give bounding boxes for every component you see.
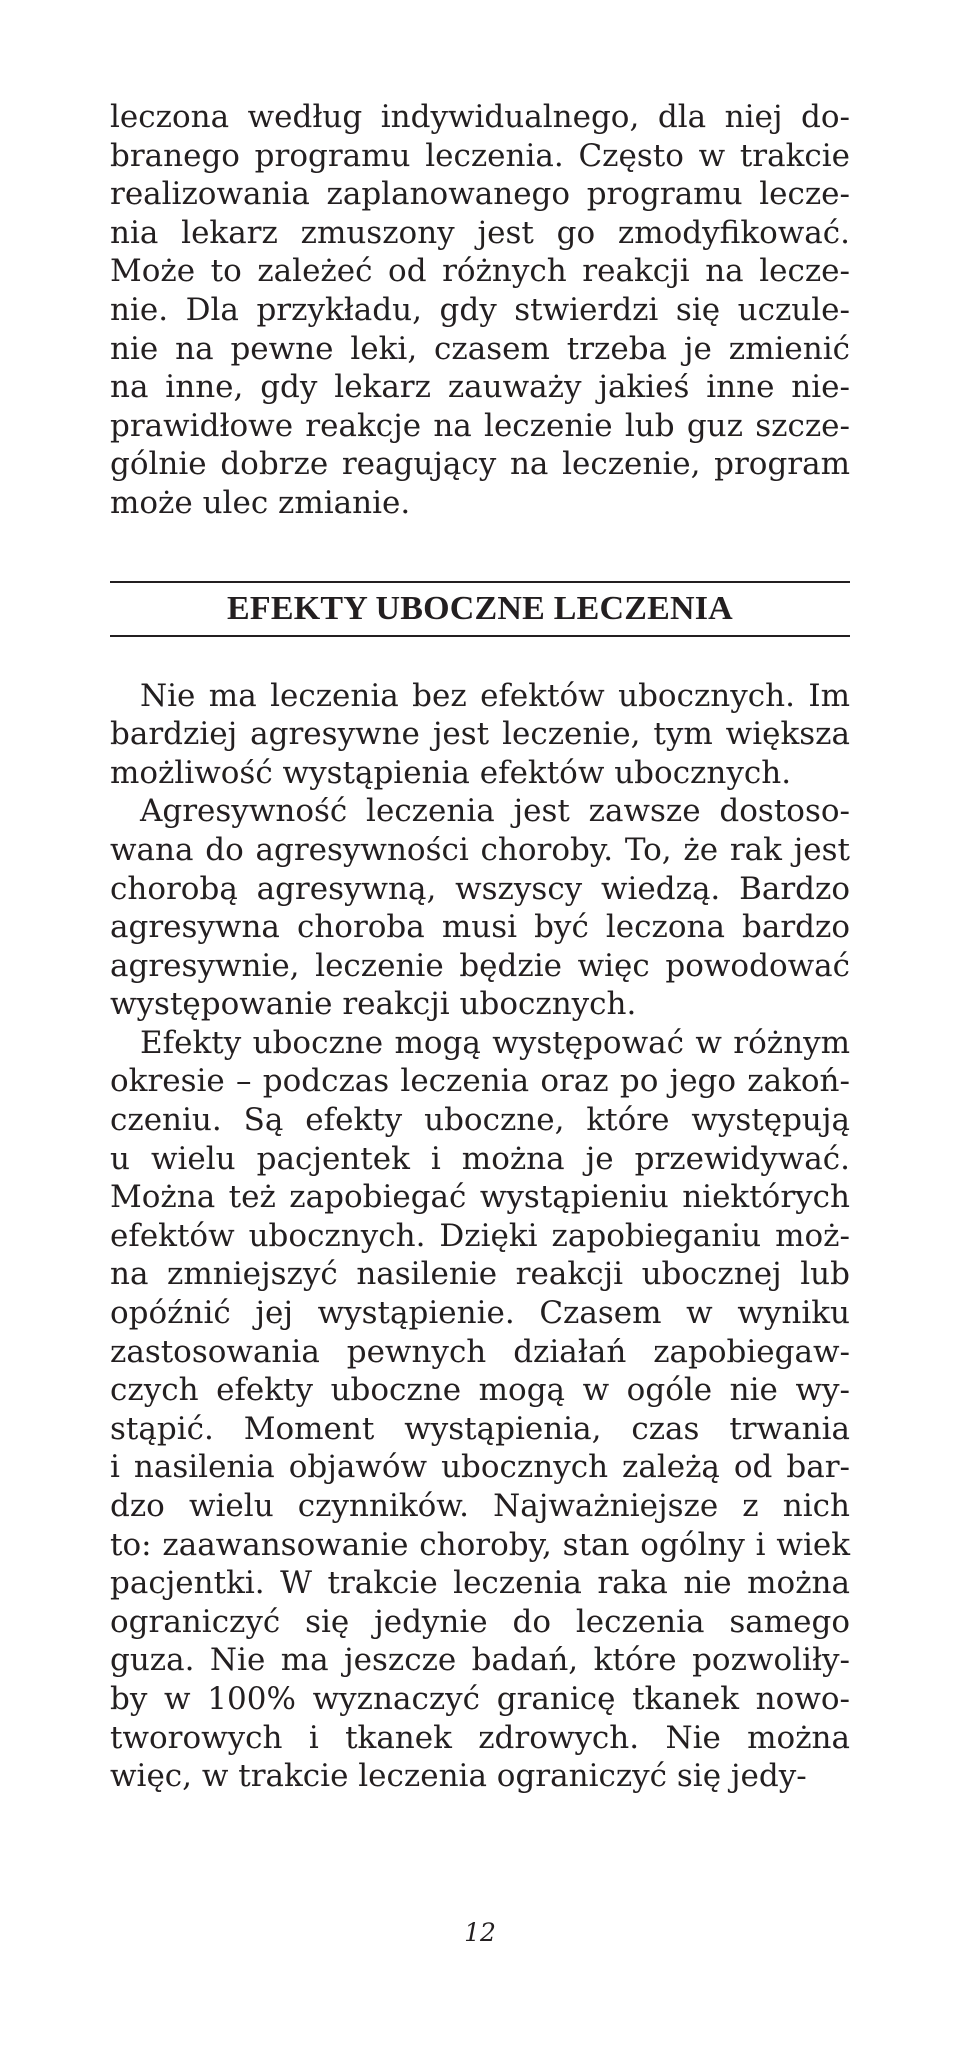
paragraph-side-effects-timing — [110, 1024, 850, 1796]
text-line: czych efekty uboczne mogą w ogóle nie wy- — [110, 1372, 850, 1409]
text-line: Agresywność leczenia jest zawsze dostoso- — [140, 793, 850, 830]
paragraph-intro — [110, 98, 850, 523]
text-line: dzo wielu czynników. Najważniejsze z nich — [110, 1488, 850, 1524]
text-line: Może to zależeć od różnych reakcji na lecze- — [110, 253, 850, 290]
text-line: efektów ubocznych. Dzięki zapobieganiu moż- — [110, 1217, 850, 1254]
text-line: agresywna choroba musi być leczona bardzo — [110, 909, 850, 946]
text-line: możliwość wystąpienia efektów ubocznych. — [110, 754, 792, 791]
text-line: chorobą agresywną, wszyscy wiedzą. Bardzo — [110, 870, 850, 907]
text-line: prawidłowe reakcje na leczenie lub guz szcze- — [110, 407, 850, 444]
text-line: na inne, gdy lekarz zauważy jakieś inne nie- — [110, 369, 850, 406]
text-line: realizowania zaplanowanego programu lecze- — [110, 176, 850, 213]
text-line: pacjentki. W trakcie leczenia raka nie można — [110, 1565, 850, 1602]
text-line: to: zaawansowanie choroby, stan ogólny i wiek — [110, 1526, 850, 1563]
text-line: Nie ma leczenia bez efektów ubocznych. Im — [140, 677, 850, 714]
paragraph-side-effects-intro — [110, 677, 850, 793]
text-line: u wielu pacjentek i można je przewidywać. — [110, 1140, 850, 1177]
text-line: opóźnić jej wystąpienie. Czasem w wyniku — [110, 1295, 850, 1332]
text-line: guza. Nie ma jeszcze badań, które pozwoliły- — [110, 1642, 850, 1679]
text-line: występowanie reakcji ubocznych. — [110, 986, 637, 1023]
text-line: nie na pewne leki, czasem trzeba je zmienić — [110, 330, 850, 367]
text-line: może ulec zmianie. — [110, 484, 411, 521]
text-line: więc, w trakcie leczenia ograniczyć się jedy- — [110, 1758, 807, 1795]
text-line: wana do agresywności choroby. To, że rak jest — [110, 831, 850, 868]
text-line: okresie – podczas leczenia oraz po jego zakoń- — [110, 1063, 850, 1100]
page-content — [110, 98, 850, 1796]
text-line: Efekty uboczne mogą występować w różnym — [140, 1024, 850, 1061]
text-line: na zmniejszyć nasilenie reakcji ubocznej lub — [110, 1256, 850, 1293]
page-number: 12 — [464, 1918, 496, 1947]
text-line: leczona według indywidualnego, dla niej do- — [110, 99, 850, 135]
section-heading: EFEKTY UBOCZNE LECZENIA — [110, 581, 850, 637]
text-line: by w 100% wyznaczyć granicę tkanek nowo- — [110, 1680, 850, 1717]
text-line: branego programu leczenia. Często w trakcie — [110, 137, 850, 174]
text-line: Można też zapobiegać wystąpieniu niektórych — [110, 1179, 850, 1216]
text-line: nia lekarz zmuszony jest go zmodyfikować. — [110, 214, 850, 251]
text-line: tworowych i tkanek zdrowych. Nie można — [110, 1719, 850, 1756]
text-line: agresywnie, leczenie będzie więc powodować — [110, 947, 850, 984]
text-line: ograniczyć się jedynie do leczenia samego — [110, 1603, 850, 1640]
text-line: stąpić. Moment wystąpienia, czas trwania — [110, 1410, 850, 1447]
paragraph-aggressiveness — [110, 792, 850, 1024]
text-line: czeniu. Są efekty uboczne, które występują — [110, 1102, 850, 1139]
text-line: gólnie dobrze reagujący na leczenie, program — [110, 446, 850, 483]
text-line: bardziej agresywne jest leczenie, tym większa — [110, 716, 850, 753]
text-line: i nasilenia objawów ubocznych zależą od bar- — [110, 1449, 850, 1486]
text-line: zastosowania pewnych działań zapobiegaw- — [110, 1333, 850, 1370]
section-body — [110, 677, 850, 1796]
text-line: nie. Dla przykładu, gdy stwierdzi się uczule- — [110, 291, 850, 328]
